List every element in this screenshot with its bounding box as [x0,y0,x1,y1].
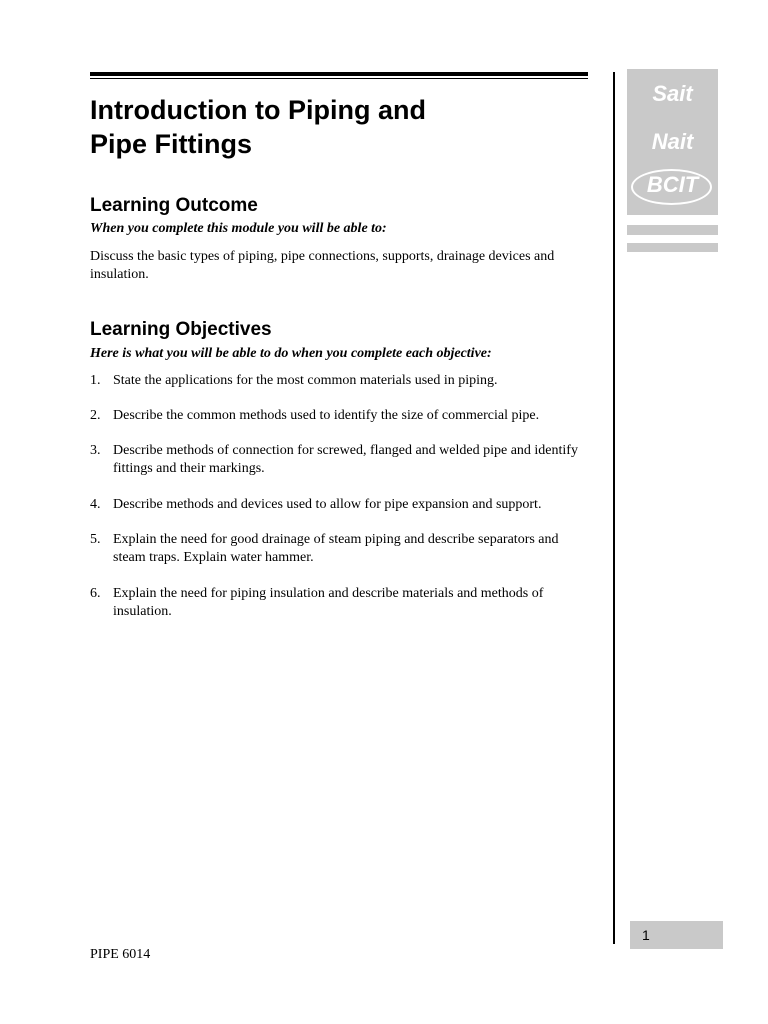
title-line: Introduction to Piping and [90,95,426,125]
item-number: 6. [90,586,101,601]
list-item [90,531,585,567]
top-rule [90,72,588,76]
learning-outcome-text: Discuss the basic types of piping, pipe connections, supports, drainage devices and insulation. [90,249,555,282]
footer-code: PIPE 6014 [90,947,151,962]
sidebar-bar [627,225,718,235]
item-number: 5. [90,532,101,547]
top-rule-thin [90,78,588,79]
item-text: Describe methods and devices used to allow for pipe expansion and support. [113,497,542,512]
institution-logos [627,69,718,215]
item-number: 1. [90,373,101,388]
list-item [90,407,585,425]
item-text: Describe methods of connection for screwed, flanged and welded pipe and identify fittings and their markings. [113,443,578,476]
bcit-logo: BCIT [646,172,699,197]
learning-objectives-intro: Here is what you will be able to do when you complete each objective: [90,346,492,361]
nait-logo: Nait [651,129,694,154]
list-item [90,442,585,478]
list-item [90,496,585,514]
learning-outcome-heading: Learning Outcome [90,195,258,216]
item-text: State the applications for the most common materials used in piping. [113,373,498,388]
item-number: 3. [90,443,101,458]
item-text: Explain the need for piping insulation and describe materials and methods of insulation. [113,586,544,619]
item-text: Describe the common methods used to identify the size of commercial pipe. [113,408,540,423]
objectives-list [90,372,585,621]
sidebar-bar [627,243,718,252]
item-number: 2. [90,408,101,423]
list-item [90,372,585,390]
learning-outcome-intro: When you complete this module you will be able to: [90,221,387,236]
list-item [90,585,585,621]
page-number: 1 [630,921,723,949]
item-text: Explain the need for good drainage of steam piping and describe separators and steam traps. Explain water hammer. [113,532,559,565]
title-line: Pipe Fittings [90,129,252,159]
margin-rule [613,72,615,944]
sait-logo: Sait [652,81,693,106]
item-number: 4. [90,497,101,512]
page-title [90,93,590,161]
learning-objectives-heading: Learning Objectives [90,319,272,340]
